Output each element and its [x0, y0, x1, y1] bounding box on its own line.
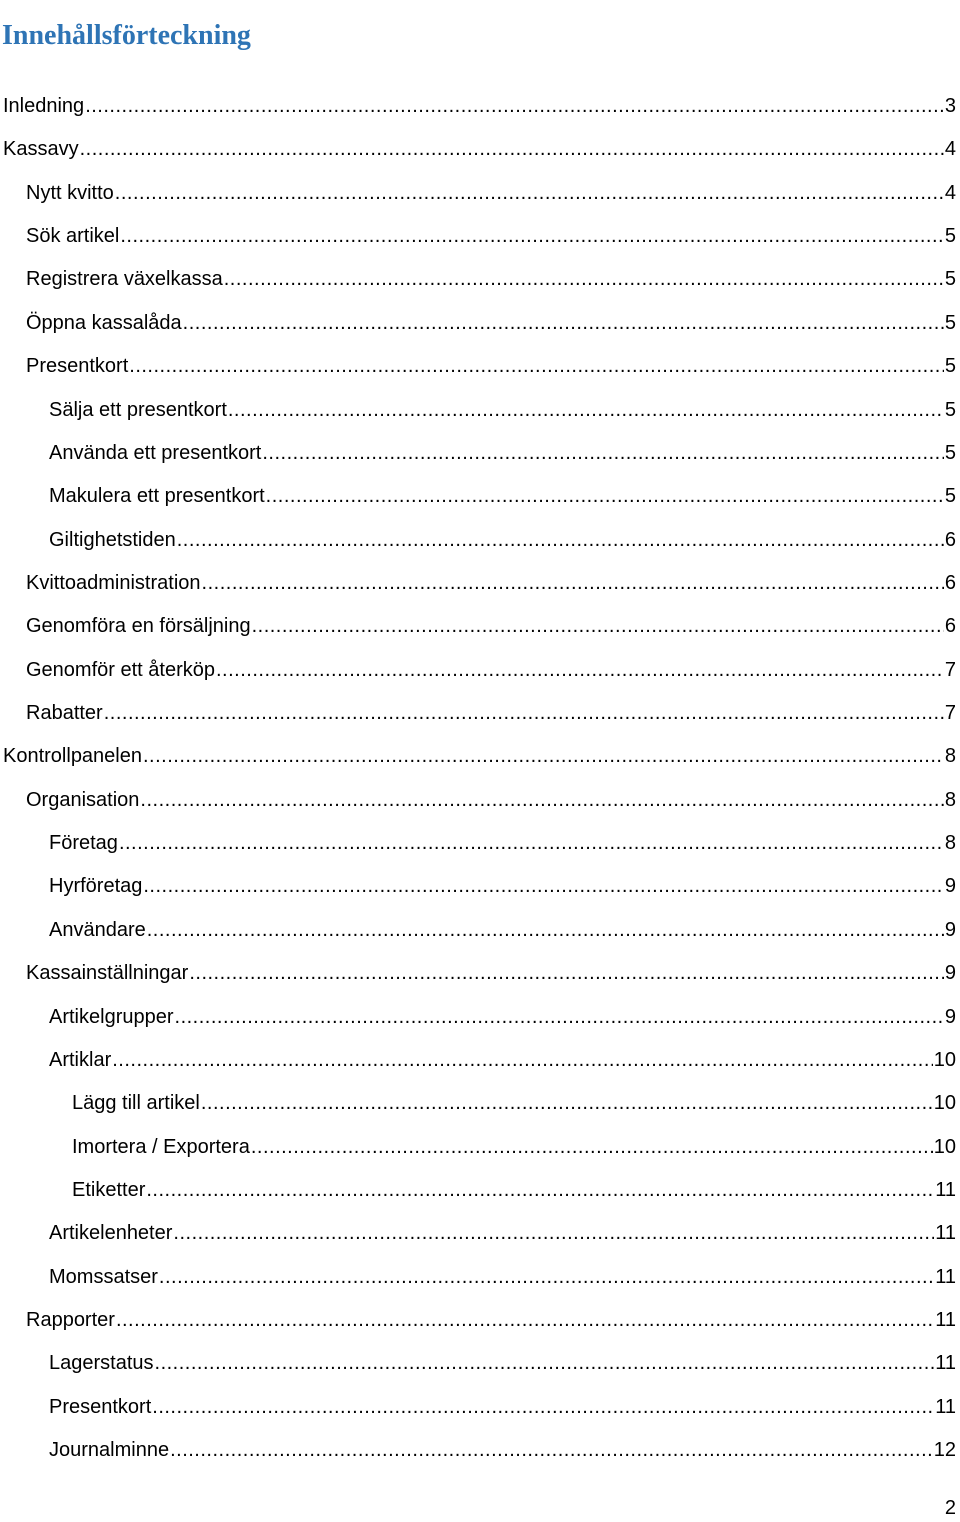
toc-entry-page-number: 6: [944, 571, 956, 594]
toc-entry-page-number: 9: [944, 918, 956, 941]
toc-entry[interactable]: [0, 302, 960, 345]
dot-leader: [155, 1342, 935, 1385]
toc-entry[interactable]: [0, 389, 960, 432]
toc-entry-label: Kontrollpanelen: [3, 745, 142, 768]
toc-entry-page-number: 11: [935, 1265, 956, 1288]
toc-entry[interactable]: [0, 432, 960, 475]
toc-entry[interactable]: [0, 735, 960, 778]
toc-entry[interactable]: [0, 172, 960, 215]
toc-entry[interactable]: [0, 822, 960, 865]
toc-entry[interactable]: [0, 519, 960, 562]
dot-leader: [120, 215, 944, 258]
dot-leader: [143, 735, 944, 778]
dot-leader: [140, 779, 943, 822]
dot-leader: [80, 128, 944, 171]
toc-entry-label: Företag: [49, 832, 118, 855]
toc-entry-label: Använda ett presentkort: [49, 441, 262, 464]
dot-leader: [252, 605, 944, 648]
page-number: 2: [944, 1497, 956, 1519]
dot-leader: [104, 692, 944, 735]
toc-entry-page-number: 5: [944, 485, 956, 508]
dot-leader: [112, 1039, 933, 1082]
toc-entry-label: Inledning: [3, 95, 85, 117]
dot-leader: [147, 909, 944, 952]
dot-leader: [116, 1299, 934, 1342]
toc-entry[interactable]: [0, 85, 960, 128]
dot-leader: [129, 345, 944, 388]
toc-entry[interactable]: [0, 215, 960, 258]
dot-leader: [228, 389, 944, 432]
toc-entry-page-number: 10: [933, 1135, 956, 1158]
toc-entry-page-number: 11: [935, 1222, 956, 1245]
toc-entry-label: Etiketter: [72, 1178, 146, 1201]
toc-entry-label: Rabatter: [26, 702, 103, 725]
toc-entry-page-number: 9: [944, 1005, 956, 1028]
toc-entry[interactable]: [0, 865, 960, 908]
toc-entry[interactable]: [0, 909, 960, 952]
toc-entry[interactable]: [0, 1256, 960, 1299]
toc-entry[interactable]: [0, 1082, 960, 1125]
toc-entry-label: Organisation: [26, 788, 140, 811]
dot-leader: [183, 302, 944, 345]
dot-leader: [173, 1212, 934, 1255]
toc-entry-label: Öppna kassalåda: [26, 311, 182, 334]
toc-entry-label: Kassavy: [3, 138, 79, 161]
toc-entry[interactable]: [0, 1039, 960, 1082]
dot-leader: [202, 562, 944, 605]
dot-leader: [115, 172, 944, 215]
toc-entry-page-number: 7: [944, 702, 956, 725]
toc-entry-label: Hyrföretag: [49, 875, 143, 898]
toc-entry-page-number: 10: [933, 1092, 956, 1115]
toc-entry[interactable]: [0, 1212, 960, 1255]
dot-leader: [266, 475, 944, 518]
dot-leader: [201, 1082, 933, 1125]
toc-entry-label: Sälja ett presentkort: [49, 398, 227, 421]
toc-entry-page-number: 11: [935, 1309, 956, 1332]
toc-entry-page-number: 5: [944, 398, 956, 421]
toc-entry[interactable]: [0, 692, 960, 735]
toc-entry-label: Kvittoadministration: [26, 571, 201, 594]
toc-list: [0, 85, 960, 1473]
toc-entry[interactable]: [0, 1429, 960, 1472]
toc-entry-label: Sök artikel: [26, 225, 120, 248]
toc-entry-label: Presentkort: [49, 1395, 152, 1418]
dot-leader: [152, 1386, 934, 1429]
toc-entry-page-number: 11: [935, 1352, 956, 1375]
toc-entry-page-number: 5: [944, 441, 956, 464]
toc-entry[interactable]: [0, 258, 960, 301]
dot-leader: [177, 519, 944, 562]
toc-entry[interactable]: [0, 1299, 960, 1342]
toc-entry-label: Rapporter: [26, 1309, 115, 1332]
toc-entry-page-number: 5: [944, 268, 956, 291]
toc-entry-page-number: 8: [944, 832, 956, 855]
dot-leader: [251, 1126, 933, 1169]
dot-leader: [175, 996, 944, 1039]
toc-entry-page-number: 11: [935, 1395, 956, 1418]
toc-entry-page-number: 3: [944, 95, 956, 117]
toc-entry-page-number: 6: [944, 615, 956, 638]
toc-entry-label: Kassainställningar: [26, 962, 189, 985]
toc-entry-label: Momssatser: [49, 1265, 158, 1288]
toc-entry-page-number: 12: [933, 1439, 956, 1462]
toc-entry[interactable]: [0, 1126, 960, 1169]
toc-entry-label: Journalminne: [49, 1439, 170, 1462]
toc-entry[interactable]: [0, 1386, 960, 1429]
toc-entry-page-number: 8: [944, 745, 956, 768]
dot-leader: [224, 258, 944, 301]
dot-leader: [170, 1429, 933, 1472]
toc-entry-page-number: 9: [944, 962, 956, 985]
toc-entry-page-number: 4: [944, 138, 956, 161]
toc-entry-page-number: 9: [944, 875, 956, 898]
toc-entry-label: Artiklar: [49, 1048, 112, 1071]
toc-entry-label: Artikelenheter: [49, 1222, 173, 1245]
toc-entry-label: Presentkort: [26, 355, 129, 378]
toc-entry-label: Makulera ett presentkort: [49, 485, 265, 508]
dot-leader: [143, 865, 944, 908]
toc-entry-page-number: 6: [944, 528, 956, 551]
toc-entry[interactable]: [0, 345, 960, 388]
toc-entry[interactable]: [0, 779, 960, 822]
toc-entry-page-number: 5: [944, 225, 956, 248]
toc-title: Innehållsförteckning: [2, 19, 251, 51]
toc-entry-label: Genomför ett återköp: [26, 658, 215, 681]
toc-entry[interactable]: [0, 996, 960, 1039]
toc-entry-label: Nytt kvitto: [26, 181, 114, 204]
toc-entry-page-number: 5: [944, 355, 956, 378]
toc-entry-label: Genomföra en försäljning: [26, 615, 251, 638]
toc-entry[interactable]: [0, 1169, 960, 1212]
toc-entry-label: Giltighetstiden: [49, 528, 176, 551]
toc-entry[interactable]: [0, 605, 960, 648]
toc-entry-label: Artikelgrupper: [49, 1005, 174, 1028]
dot-leader: [262, 432, 944, 475]
toc-entry[interactable]: [0, 128, 960, 171]
toc-entry-label: Imortera / Exportera: [72, 1135, 250, 1158]
toc-entry[interactable]: [0, 475, 960, 518]
dot-leader: [189, 952, 944, 995]
toc-entry[interactable]: [0, 562, 960, 605]
toc-entry[interactable]: [0, 649, 960, 692]
dot-leader: [159, 1256, 934, 1299]
dot-leader: [85, 85, 944, 128]
toc-entry-label: Registrera växelkassa: [26, 268, 223, 291]
toc-entry-page-number: 8: [944, 788, 956, 811]
toc-entry[interactable]: [0, 952, 960, 995]
toc-entry-label: Lagerstatus: [49, 1352, 154, 1375]
toc-entry-label: Användare: [49, 918, 146, 941]
toc-entry-page-number: 7: [944, 658, 956, 681]
toc-entry-page-number: 10: [933, 1048, 956, 1071]
toc-entry[interactable]: [0, 1342, 960, 1385]
toc-entry-page-number: 5: [944, 311, 956, 334]
toc-entry-page-number: 11: [935, 1178, 956, 1201]
dot-leader: [146, 1169, 934, 1212]
toc-entry-page-number: 4: [944, 181, 956, 204]
dot-leader: [216, 649, 944, 692]
toc-entry-label: Lägg till artikel: [72, 1092, 200, 1115]
dot-leader: [119, 822, 944, 865]
